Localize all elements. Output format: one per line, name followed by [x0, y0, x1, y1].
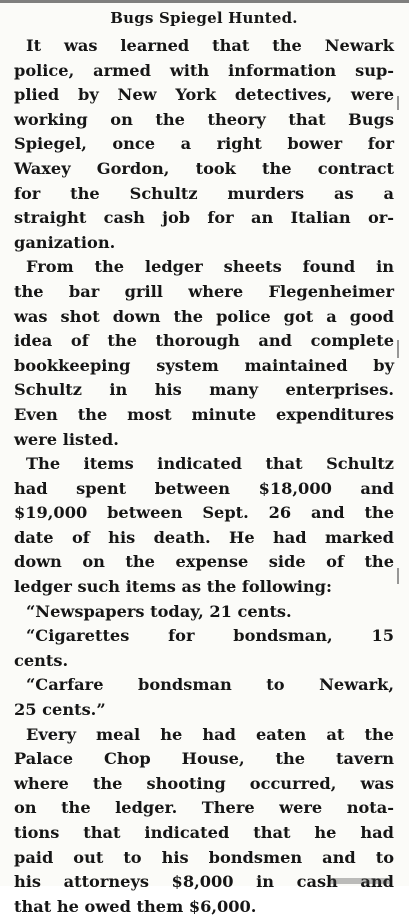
text-line: cents.: [14, 650, 69, 670]
paragraph-3: [14, 452, 394, 600]
text-line: Waxey Gordon, took the contract: [14, 158, 394, 178]
text-line: “Cigarettes for bondsman, 15: [26, 626, 394, 646]
margin-mark: [397, 96, 399, 110]
text-line: Schultz in his many enterprises.: [14, 380, 394, 400]
text-line: straight cash job for an Italian or-: [14, 208, 394, 228]
text-line: 25 cents.”: [14, 700, 106, 720]
top-rule: [0, 0, 409, 3]
text-line: bookkeeping system maintained by: [14, 355, 394, 375]
text-line: From the ledger sheets found in: [26, 257, 394, 277]
margin-mark: [397, 340, 399, 358]
article-column: [14, 8, 394, 919]
margin-mark: [397, 568, 399, 584]
text-line: where the shooting occurred, was: [14, 773, 394, 793]
text-line: Even the most minute expenditures: [14, 404, 394, 424]
text-line: “Newspapers today, 21 cents.: [26, 601, 292, 621]
text-line: had spent between $18,000 and: [14, 478, 394, 498]
text-line: Every meal he had eaten at the: [26, 724, 394, 744]
text-line: his attorneys $8,000 in cash and: [14, 872, 394, 892]
text-line: for the Schultz murders as a: [14, 183, 394, 203]
text-line: “Carfare bondsman to Newark,: [26, 675, 394, 695]
article-headline: Bugs Spiegel Hunted.: [110, 9, 298, 27]
text-line: ganization.: [14, 232, 116, 252]
paragraph-6: [14, 673, 394, 722]
paragraph-7: [14, 723, 394, 919]
text-line: working on the theory that Bugs: [14, 109, 394, 129]
text-line: It was learned that the Newark: [26, 36, 394, 55]
text-line: plied by New York detectives, were: [14, 85, 394, 105]
text-line: on the ledger. There were nota-: [14, 798, 394, 818]
paragraph-2: [14, 255, 394, 452]
paragraph-5: [14, 624, 394, 673]
paragraph-4: [14, 600, 394, 625]
text-line: paid out to his bondsmen and to: [14, 847, 394, 867]
text-line: $19,000 between Sept. 26 and the: [14, 503, 394, 523]
text-line: were listed.: [14, 429, 119, 449]
text-line: idea of the thorough and complete: [14, 331, 394, 351]
text-line: ledger such items as the following:: [14, 577, 332, 597]
text-line: down on the expense side of the: [14, 552, 394, 572]
text-line: The items indicated that Schultz: [26, 454, 394, 474]
text-line: police, armed with information sup-: [14, 60, 394, 80]
paragraph-1: [14, 34, 394, 255]
text-line: the bar grill where Flegenheimer: [14, 281, 394, 301]
text-line: Spiegel, once a right bower for: [14, 134, 394, 154]
scan-smudge: [330, 878, 390, 884]
text-line: Palace Chop House, the tavern: [14, 749, 394, 769]
text-line: was shot down the police got a good: [14, 306, 394, 326]
text-line: that he owed them $6,000.: [14, 896, 257, 916]
text-line: date of his death. He had marked: [14, 527, 394, 547]
text-line: tions that indicated that he had: [14, 823, 394, 842]
